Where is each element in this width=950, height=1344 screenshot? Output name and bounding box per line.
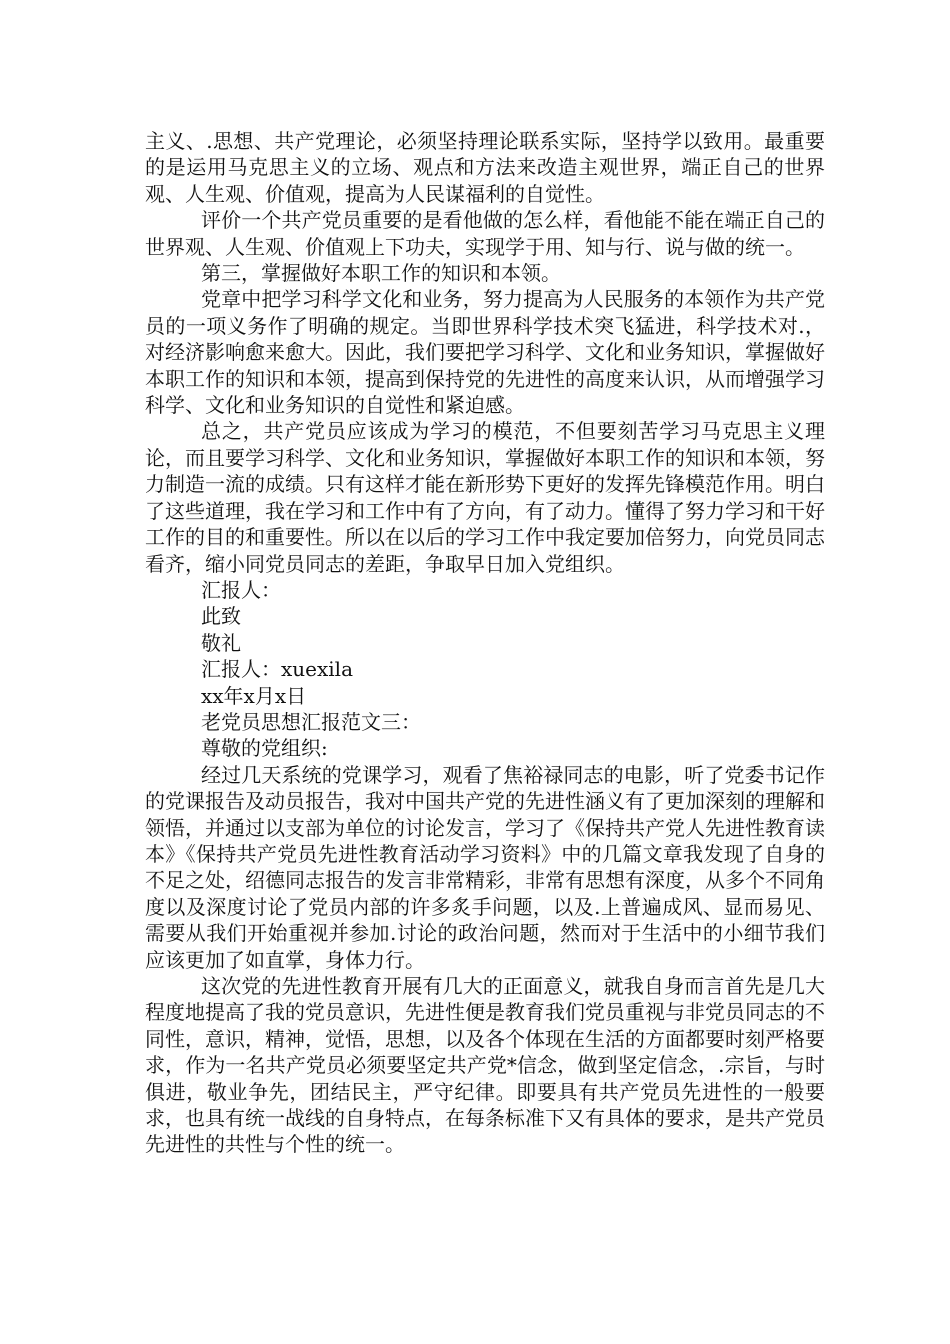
closing-salutation: 此致 — [201, 604, 241, 629]
paragraph: 第三，掌握做好本职工作的知识和本领。 — [201, 261, 561, 286]
section-title: 老党员思想汇报范文三： — [201, 709, 421, 734]
reporter-name: 汇报人：xuexila — [201, 657, 353, 682]
paragraph: 经过几天系统的党课学习，观看了焦裕禄同志的电影，听了党委书记作的党课报告及动员报告，我对中国共产党的先进性涵义有了更加深刻的理解和领悟，并通过以支部为单位的讨论发言，学习了《保持共产党人先进性教育读本》《保持共产党员先进性教育活动学习资料》中的几篇文章我发现了自身的不足之处，绍德同志报告的发言非常精彩，非常有思想有深度，从多个不同角度以及深度讨论了党员内部的许多炙手问题，以及.上普遍成风、显而易见、需要从我们开始重视并参加.讨论的政治问题，然而对于生活中的小细节我们应该更加了如直掌，身体力行。 — [145, 762, 825, 972]
paragraph: 评价一个共产党员重要的是看他做的怎么样，看他能不能在端正自己的世界观、人生观、价值观上下功夫，实现学于用、知与行、说与做的统一。 — [145, 208, 825, 259]
report-date: xx年x月x日 — [201, 683, 307, 708]
closing-respect: 敬礼 — [201, 630, 241, 655]
greeting: 尊敬的党组织: — [201, 736, 328, 761]
paragraph: 这次党的先进性教育开展有几大的正面意义，就我自身而言首先是几大程度地提高了我的党员意识，先进性便是教育我们党员重视与非党员同志的不同性，意识，精神，觉悟，思想，以及各个体现在生活的方面都要时刻严格要求，作为一名共产党员必须要坚定共产党*信念，做到坚定信念，.宗旨，与时俱进，敬业争先，团结民主，严守纪律。即要具有共产党员先进性的一般要求，也具有统一战线的自身特点，在每条标准下又有具体的要求，是共产党员先进性的共性与个性的统一。 — [145, 974, 825, 1157]
paragraph: 总之，共产党员应该成为学习的模范，不但要刻苦学习马克思主义理论，而且要学习科学、文化和业务知识，掌握做好本职工作的知识和本领，努力制造一流的成绩。只有这样才能在新形势下更好的发挥先锋模范作用。明白了这些道理，我在学习和工作中有了方向，有了动力。懂得了努力学习和干好工作的目的和重要性。所以在以后的学习工作中我定要加倍努力，向党员同志看齐，缩小同党员同志的差距，争取早日加入党组织。 — [145, 419, 825, 576]
paragraph: 主义、.思想、共产党理论，必须坚持理论联系实际，坚持学以致用。最重要的是运用马克思主义的立场、观点和方法来改造主观世界，端正自己的世界观、人生观、价值观，提高为人民谋福利的自觉性。 — [145, 129, 825, 206]
document-body — [145, 128, 825, 1158]
reporter-label: 汇报人： — [201, 577, 281, 602]
paragraph: 党章中把学习科学文化和业务，努力提高为人民服务的本领作为共产党员的一项义务作了明确的规定。当即世界科学技术突飞猛进，科学技术对.，对经济影响愈来愈大。因此，我们要把学习科学、文化和业务知识，掌握做好本职工作的知识和本领，提高到保持党的先进性的高度来认识，从而增强学习科学、文化和业务知识的自觉性和紧迫感。 — [145, 287, 825, 418]
